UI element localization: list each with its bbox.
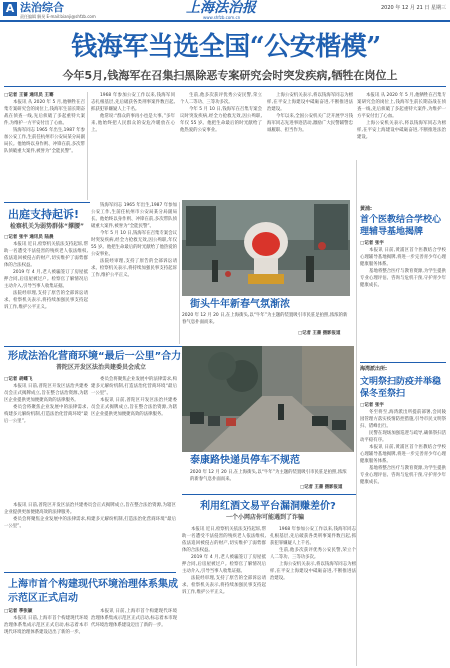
story-office-body	[4, 608, 88, 666]
story-paragraph: 今年 5 月 10 日,钱海军在召集专案会议时突发疾病,经全力抢救无效,因公殉职,年仅 55 岁。他把生命最后的时光献给了他热爱的公安事业。	[91, 231, 177, 257]
story-market-title: 形成法治化营商环境“最后一公里”合力	[8, 351, 182, 362]
street-photo-text: 2020 年 12 月 20 日,在上海街头,以“牛年”为主题的装置吸引市民驻足拍照,浓浓的新春气息扑面而来。	[190, 470, 347, 482]
story-paragraph: 1968 年参加公安工作以来,钱海军同志扎根基层,先后破获各类刑事案件数百起,抓获犯罪嫌疑人上千名。	[270, 527, 356, 546]
sidebar-tag-haiwan: 海湾派出所:	[360, 366, 388, 372]
section-rule	[182, 494, 356, 495]
lead-paragraph: 本报讯 从 2020 年 5 月,他牺牲在召集专案研究会的岗位上,钱海军生前长期奋战在侦查一线,先后侦破了多起重特大案件,为维护一方平安付出了心血。	[357, 93, 446, 119]
story-office-byline: □记者 季张颖	[4, 609, 33, 614]
story-market-paragraph: 本报讯 日前,普陀区开发区法治共建委员会正式揭牌成立,旨在整合法治资源,为辖区企业提供更加便捷高效的法律服务。	[4, 384, 88, 403]
story-paragraph: 上海公安机关表示,将以钱海军同志为榜样,在平安上海建设中砥砺奋进,不断推进法治建设。	[270, 562, 356, 581]
column-divider	[87, 92, 88, 200]
lead-paragraph: 上海公安机关表示,将以钱海军同志为榜样,在平安上海建设中砥砺奋进,不断推进法治建设。	[267, 93, 353, 112]
lead-column-1	[4, 92, 85, 200]
column-divider	[356, 160, 357, 666]
story-market-paragraph: 委员会将聚焦企业发展中的法律需求,构建多元解纷机制,打造法治化营商环境“最后一公里”。	[4, 405, 88, 424]
issue-date: 2020 年 12 月 21 日 星期三	[381, 5, 446, 11]
sidebar-paragraph: 基地将整合医疗与教育资源,为学生提供专业心理评估、咨询与危机干预,守护青少年健康成长。	[360, 466, 446, 485]
sidebar-paragraph: 本报讯 日前,黄浦区首个医教结合学校心理辅导基地揭牌,将进一步完善青少年心理健康服务体系。	[360, 445, 446, 464]
section-editor: 责任编辑 解旻 E-mail:bianji@shfzb.com	[20, 14, 96, 19]
lead-paragraph: 他常说:“群众的事再小也是大事。”多年来,他始终把人民群众的安危冷暖放在心上。	[91, 114, 175, 133]
story-paragraph: 委员会将聚焦企业发展中的法律需求,构建多元解纷机制,打造法治化营商环境“最后一公里”。	[91, 377, 177, 396]
lead-column-2	[91, 92, 175, 200]
story-paragraph: 钱海军同志 1965 年出生,1987 年参加公安工作,生前任杭州市公安局某分局副局长。他始终以身作则、冲锋在前,多次带队侦破重大案件,被誉为“全能民警”。	[91, 203, 177, 229]
sidebar-byline-2: □记者 张宇	[360, 403, 384, 408]
sidebar-body-1	[360, 240, 446, 360]
wine-story-body	[182, 526, 266, 666]
lead-paragraph: 钱海军同志 1965 年出生,1987 年参加公安工作,生前任杭州市公安局某分局副局长。他始终以身作则、冲锋在前,多次带队侦破重大案件,被誉为“全能民警”。	[4, 128, 85, 154]
page-letter: A	[3, 2, 17, 16]
lead-paragraph: 生前,他多次获评优秀公安民警,荣立个人二等功、三等功多次。	[180, 93, 262, 105]
story-paragraph: 本报讯 近日,检察机关依法支持起诉,帮助一名遭受不法侵害的残疾老人依法维权,依法追回被侵占的财产,切实维护了弱势群体的合法权益。	[182, 527, 266, 553]
spring-festival-title: 街头牛年新春气氛渐浓	[190, 299, 290, 310]
story-help-title: 出庭支持起诉!	[8, 208, 80, 221]
story-help-subtitle: 检察机关为弱势群体“撑腰”	[10, 223, 84, 230]
section-name: 法治综合	[20, 1, 64, 14]
lead-deck: 今年5月,钱海军在召集扫黑除恶专案研究会时突发疾病,牺牲在岗位上	[62, 69, 398, 82]
street-photo	[182, 346, 354, 452]
spring-festival-credit: □记者 王蔷 摄影报道	[298, 331, 341, 336]
sidebar-paragraph: 本报讯 日前,黄浦区首个医教结合学校心理辅导基地揭牌,将进一步完善青少年心理健康服务体系。	[360, 248, 446, 267]
lead-column-4b	[270, 92, 354, 162]
story-help-paragraph: 本报讯 近日,检察机关依法支持起诉,帮助一名遭受不法侵害的残疾老人依法维权,依法追回被侵占的财产,切实维护了弱势群体的合法权益。	[4, 242, 88, 268]
section-rule	[4, 572, 176, 573]
street-photo-title: 泰康路快递员停车不规范	[190, 455, 300, 466]
story-help-body-cont	[91, 202, 177, 344]
story-help-byline: □记者 张宇 通讯员 陆晨	[4, 235, 54, 240]
story-paragraph: 本报讯 日前,上海市首个构建现代环境治理体系集成示范区正式启动,标志着本市现代环境治理体系建设迈出了新的一步。	[91, 609, 177, 628]
lead-paragraph: 今年以来,全国公安机关广泛开展学习钱海军同志先进事迹活动,激励广大民警辅警忠诚履职、担当作为。	[267, 114, 353, 133]
story-paragraph: 法院经审理,支持了原告的全部诉讼请求。检察机关表示,将持续加强民事支持起诉工作,维护公平正义。	[91, 259, 177, 278]
lead-paragraph: 今年 5 月 10 日,钱海军在召集专案会议时突发疾病,经全力抢救无效,因公殉职,年仅 55 岁。他把生命最后的时光献给了他热爱的公安事业。	[180, 107, 262, 133]
section-rule	[4, 202, 90, 203]
spring-festival-caption: 2020 年 12 月 20 日,在上海街头,以“牛年”为主题的装置吸引市民驻足拍照,浓浓的新春气息扑面而来。	[182, 313, 348, 325]
section-rule	[360, 362, 446, 363]
story-office-title: 上海市首个构建现代环境治理体系集成示范区正式启动	[8, 579, 178, 604]
sidebar-paragraph: 民警在现场加强巡逻与疏导,确保祭扫活动平稳有序。	[360, 431, 446, 443]
story-market-byline: □记者 胡蝶飞	[4, 377, 33, 382]
story-market-body-cont	[91, 376, 177, 500]
wine-story-title: 利用红酒文易平台漏洞赚差价?	[200, 501, 336, 512]
story-market-body	[4, 376, 88, 500]
sidebar-byline-1: □记者 张宇	[360, 241, 384, 246]
lead-column-5	[357, 92, 446, 200]
story-paragraph: 本报讯 日前,普陀区开发区法治共建委员会正式揭牌成立,旨在整合法治资源,为辖区企业提供更加便捷高效的法律服务。	[4, 503, 176, 515]
newspaper-url: www.shfzb.com.cn	[203, 15, 241, 20]
sidebar-title-2: 文明祭扫防疫并举稳保冬至祭扫	[360, 377, 442, 399]
sidebar-paragraph: 冬至将至,海湾派出所提前部署,会同陵园管理方落实疫情防控措施,引导市民文明祭扫、错峰出行。	[360, 410, 446, 429]
story-office-paragraph: 本报讯 日前,上海市首个构建现代环境治理体系集成示范区正式启动,标志着本市现代环境治理体系建设迈出了新的一步。	[4, 616, 88, 635]
lead-column-3	[180, 92, 262, 200]
wine-story-body-cont	[270, 526, 356, 666]
story-paragraph: 本报讯 日前,普陀区开发区法治共建委员会正式揭牌成立,旨在整合法治资源,为辖区企业提供更加便捷高效的法律服务。	[91, 398, 177, 417]
story-help-paragraph: 法院经审理,支持了原告的全部诉讼请求。检察机关表示,将持续加强民事支持起诉工作,维护公平正义。	[4, 291, 88, 310]
story-paragraph: 委员会将聚焦企业发展中的法律需求,构建多元解纷机制,打造法治化营商环境“最后一公里”。	[4, 517, 176, 529]
sidebar-paragraph: 基地将整合医疗与教育资源,为学生提供专业心理评估、咨询与危机干预,守护青少年健康成长。	[360, 269, 446, 288]
photo-top-spacer	[268, 164, 350, 170]
sidebar-body-2	[360, 402, 446, 666]
wine-story-subtitle: 一个小网店你可能遇到了诈骗	[226, 514, 305, 521]
story-paragraph: 生前,他多次获评优秀公安民警,荣立个人二等功、三等功多次。	[270, 548, 356, 560]
story-paragraph: 2019 年 4 月,老人被骗签订了房屋抵押合同,后房屋被过户。检察官了解情况后主动介入,引导当事人收集证据。	[182, 555, 266, 574]
story-market-body-tail	[4, 502, 176, 570]
sidebar-tag-huangpu: 黄浦:	[360, 206, 372, 212]
story-office-body-cont	[91, 608, 177, 666]
street-photo-credit: □记者 王蔷 摄影报道	[300, 485, 343, 490]
lead-paragraph: 上海公安机关表示,将以钱海军同志为榜样,在平安上海建设中砥砺奋进,不断推进法治建设。	[357, 121, 446, 140]
story-help-paragraph: 2019 年 4 月,老人被骗签订了房屋抵押合同,后房屋被过户。检察官了解情况后主动介入,引导当事人收集证据。	[4, 270, 88, 289]
masthead	[0, 0, 450, 22]
lead-byline: □记者 王蔷 通讯员 王骞	[4, 93, 54, 98]
story-help-body	[4, 234, 88, 344]
lead-rule	[4, 86, 446, 87]
lead-paragraph: 本报讯 从 2020 年 5 月,他牺牲在召集专案研究会的岗位上,钱海军生前长期奋战在侦查一线,先后侦破了多起重特大案件,为维护一方平安付出了心血。	[4, 100, 85, 126]
spring-festival-photo	[182, 200, 350, 296]
street-photo-caption	[190, 469, 350, 483]
story-market-subtitle: 普陀区开发区法治共建委员会成立	[56, 364, 147, 371]
story-paragraph: 法院经审理,支持了原告的全部诉讼请求。检察机关表示,将持续加强民事支持起诉工作,维护公平正义。	[182, 576, 266, 595]
column-divider	[179, 202, 180, 344]
lead-paragraph: 1968 年参加公安工作以来,钱海军同志扎根基层,先后破获各类刑事案件数百起,抓获犯罪嫌疑人上千名。	[91, 93, 175, 112]
sidebar-title-1: 首个医教结合学校心理辅导基地揭牌	[360, 215, 442, 237]
newspaper-logo: 上海法治报	[186, 0, 256, 16]
lead-headline: 钱海军当选全国“公安楷模”	[71, 32, 381, 62]
